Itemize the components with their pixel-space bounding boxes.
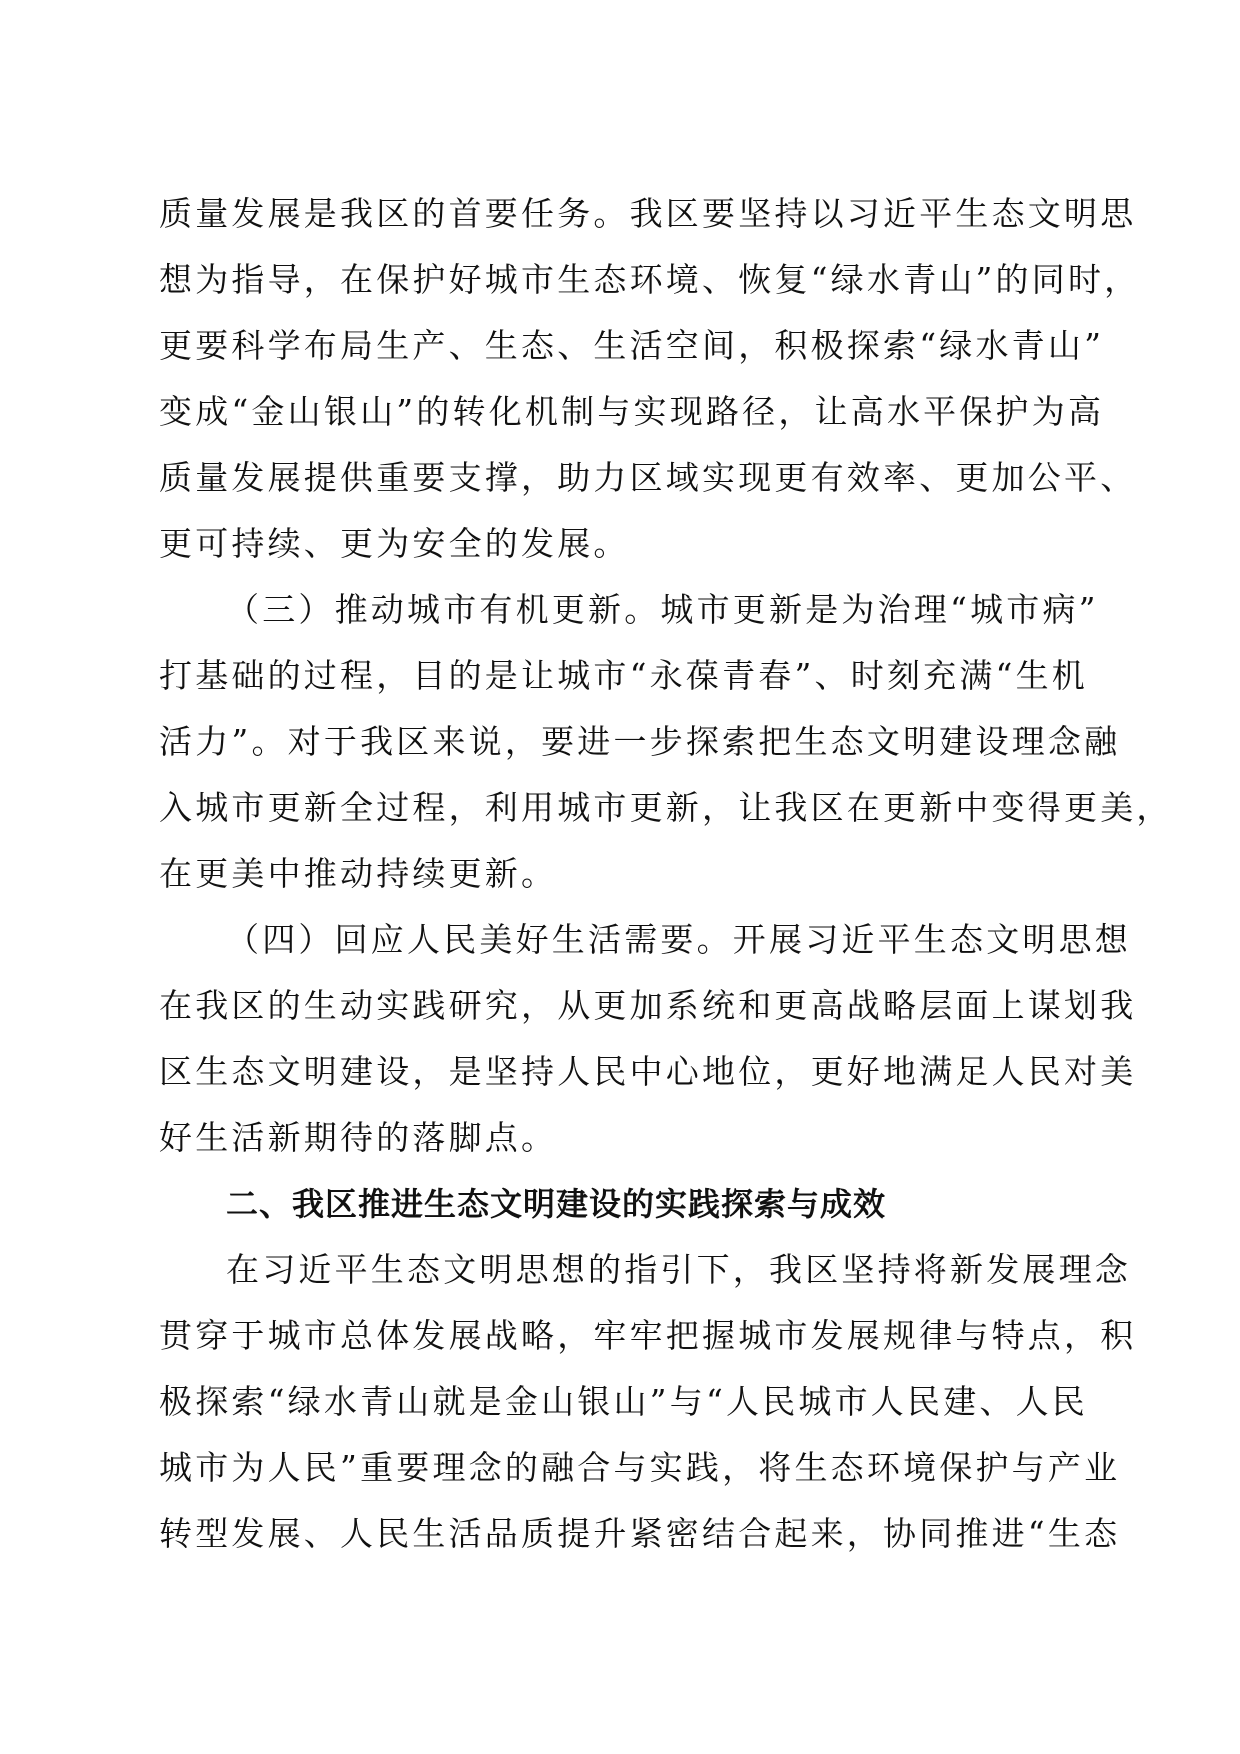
paragraph-first-line: （四）回应人民美好生活需要。开展习近平生态文明思想: [226, 920, 1131, 959]
body-line: 质量发展提供重要支撑，助力区域实现更有效率、更加公平、: [159, 458, 1137, 497]
body-line: 在我区的生动实践研究，从更加系统和更高战略层面上谋划我: [159, 986, 1137, 1025]
body-line: 转型发展、人民生活品质提升紧密结合起来，协同推进“生态: [159, 1514, 1121, 1553]
body-line: 活力”。对于我区来说，要进一步探索把生态文明建设理念融: [159, 722, 1121, 761]
body-line: 城市为人民”重要理念的融合与实践，将生态环境保护与产业: [159, 1448, 1121, 1487]
body-line: 入城市更新全过程，利用城市更新，让我区在更新中变得更美，: [159, 788, 1173, 827]
body-line: 想为指导，在保护好城市生态环境、恢复“绿水青山”的同时，: [159, 260, 1141, 299]
body-line: 更要科学布局生产、生态、生活空间，积极探索“绿水青山”: [159, 326, 1105, 365]
paragraph-first-line: 在习近平生态文明思想的指引下，我区坚持将新发展理念: [226, 1250, 1131, 1289]
body-line: 在更美中推动持续更新。: [159, 854, 558, 893]
section-heading: 二、我区推进生态文明建设的实践探索与成效: [226, 1185, 887, 1223]
body-line: 极探索“绿水青山就是金山银山”与“人民城市人民建、人民: [159, 1382, 1089, 1421]
body-line: 变成“金山银山”的转化机制与实现路径，让高水平保护为高: [159, 392, 1105, 431]
body-line: 质量发展是我区的首要任务。我区要坚持以习近平生态文明思: [159, 194, 1137, 233]
body-line: 好生活新期待的落脚点。: [159, 1118, 558, 1157]
body-line: 打基础的过程，目的是让城市“永葆青春”、时刻充满“生机: [159, 656, 1089, 695]
body-line: 区生态文明建设，是坚持人民中心地位，更好地满足人民对美: [159, 1052, 1137, 1091]
paragraph-first-line: （三）推动城市有机更新。城市更新是为治理“城市病”: [226, 590, 1099, 629]
body-line: 更可持续、更为安全的发展。: [159, 524, 630, 563]
body-line: 贯穿于城市总体发展战略，牢牢把握城市发展规律与特点，积: [159, 1316, 1137, 1355]
